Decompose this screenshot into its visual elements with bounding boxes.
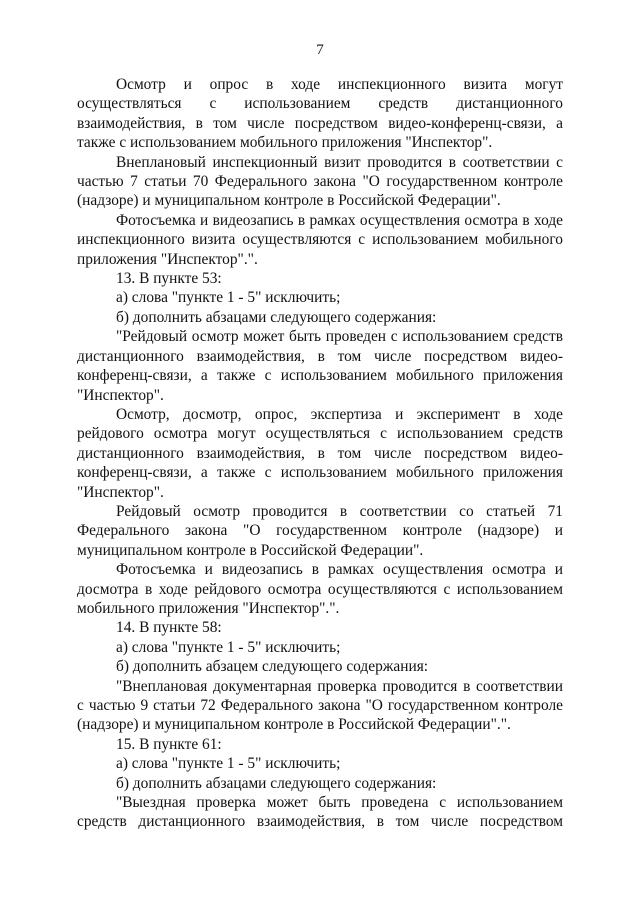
paragraph: "Рейдовый осмотр может быть проведен с использованием средств дистанционного взаимодействия, в том числе посредством видео-конференц-связи, а также с использованием мобильного приложения "Инспектор". bbox=[77, 328, 563, 404]
amendment-item: 13. В пункте 53: bbox=[116, 270, 222, 288]
document-body bbox=[77, 75, 563, 832]
amendment-subitem: б) дополнить абзацем следующего содержания: bbox=[116, 658, 429, 676]
paragraph: Осмотр, досмотр, опрос, экспертиза и эксперимент в ходе рейдового осмотра могут осуществляться с использованием средств дистанционного взаимодействия, в том числе посредством видео-конференц-связи, а также с использованием мобильного приложения "Инспектор". bbox=[77, 405, 563, 501]
amendment-subitem: а) слова "пункте 1 - 5" исключить; bbox=[116, 289, 341, 307]
amendment-item: 14. В пункте 58: bbox=[116, 619, 222, 637]
paragraph: Фотосъемка и видеозапись в рамках осуществления осмотра в ходе инспекционного визита осуществляются с использованием мобильного приложения "Инспектор".". bbox=[77, 211, 563, 268]
paragraph: "Внеплановая документарная проверка проводится в соответствии с частью 9 статьи 72 Федерального закона "О государственном контроле (надзоре) и муниципальном контроле в Российской Федерации".". bbox=[77, 677, 563, 734]
paragraph: Рейдовый осмотр проводится в соответствии со статьей 71 Федерального закона "О государственном контроле (надзоре) и муниципальном контроле в Российской Федерации". bbox=[77, 502, 563, 559]
amendment-subitem: а) слова "пункте 1 - 5" исключить; bbox=[116, 638, 341, 656]
paragraph: Внеплановый инспекционный визит проводится в соответствии с частью 7 статьи 70 Федерального закона "О государственном контроле (надзоре) и муниципальном контроле в Российской Федерации". bbox=[77, 153, 563, 210]
amendment-subitem: б) дополнить абзацами следующего содержания: bbox=[116, 308, 437, 326]
amendment-item: 15. В пункте 61: bbox=[116, 735, 222, 753]
paragraph: Фотосъемка и видеозапись в рамках осуществления осмотра и досмотра в ходе рейдового осмотра осуществляются с использованием мобильного приложения "Инспектор".". bbox=[77, 561, 563, 617]
page-number: 7 bbox=[316, 42, 324, 58]
amendment-subitem: б) дополнить абзацами следующего содержания: bbox=[116, 774, 437, 792]
paragraph: "Выездная проверка может быть проведена с использованием средств дистанционного взаимодействия, в том числе посредством bbox=[77, 794, 563, 831]
amendment-subitem: а) слова "пункте 1 - 5" исключить; bbox=[116, 755, 341, 773]
paragraph: Осмотр и опрос в ходе инспекционного визита могут осуществляться с использованием средств дистанционного взаимодействия, в том числе посредством видео-конференц-связи, а также с использованием мобильного приложения "Инспектор". bbox=[77, 76, 563, 152]
